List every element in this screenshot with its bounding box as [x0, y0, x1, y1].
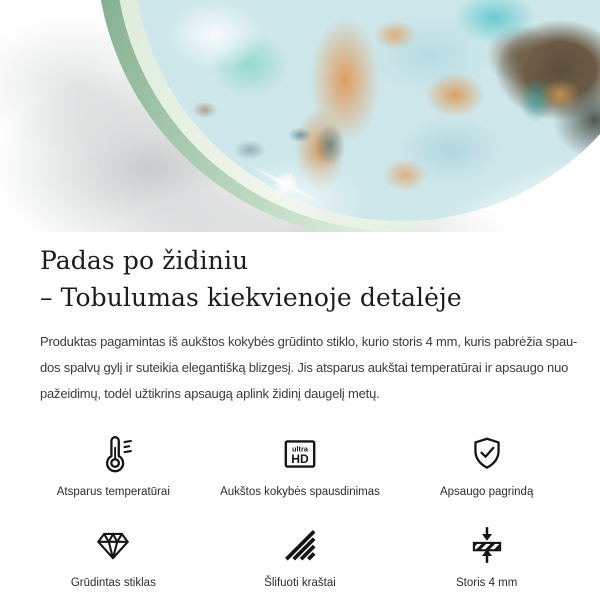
- description-line: Produktas pagamintas iš aukštos kokybės grūdinto stiklo, kurio storis 4 mm, kuris pabrėžia spau-: [40, 334, 578, 349]
- feature-heat-resistant: [20, 431, 207, 498]
- feature-protects-base: [393, 431, 580, 498]
- feature-label: Šlifuoti kraštai: [264, 577, 336, 589]
- photo-white-fade: [0, 0, 600, 232]
- feature-polished-edges: [207, 522, 394, 589]
- feature-print-quality: [207, 431, 394, 498]
- page-title-line2: – Tobulumas kiekvienoje detalėje: [40, 283, 462, 312]
- ultra-hd-icon: [279, 431, 321, 477]
- svg-text:ultra: ultra: [292, 444, 308, 454]
- thickness-icon: [466, 522, 508, 568]
- page-title: [40, 242, 600, 316]
- feature-label: Apsaugo pagrindą: [439, 486, 534, 498]
- hero-product-photo: [0, 0, 600, 232]
- page-title-line1: Padas po židiniu: [40, 246, 249, 275]
- polished-edges-icon: [279, 522, 321, 568]
- feature-grid: [20, 431, 580, 589]
- feature-label: Aukštos kokybės spausdinimas: [220, 486, 380, 498]
- feature-thickness: [393, 522, 580, 589]
- diamond-icon: [92, 522, 134, 568]
- feature-label: Grūdintas stiklas: [70, 577, 156, 589]
- feature-label: Storis 4 mm: [455, 577, 518, 589]
- shield-check-icon: [466, 431, 508, 477]
- svg-text:HD: HD: [291, 452, 309, 467]
- description-line: dos spalvų gylį ir suteikia elegantišką blizgesį. Jis atsparus aukštai temperatūrai ir apsaugo nuo: [40, 360, 569, 375]
- product-description: [40, 329, 600, 407]
- feature-tempered-glass: [20, 522, 207, 589]
- thermometer-icon: [92, 431, 134, 477]
- feature-label: Atsparus temperatūrai: [56, 486, 170, 498]
- description-line: pažeidimų, todėl užtikrins apsaugą aplink židinį daugelį metų.: [40, 386, 380, 401]
